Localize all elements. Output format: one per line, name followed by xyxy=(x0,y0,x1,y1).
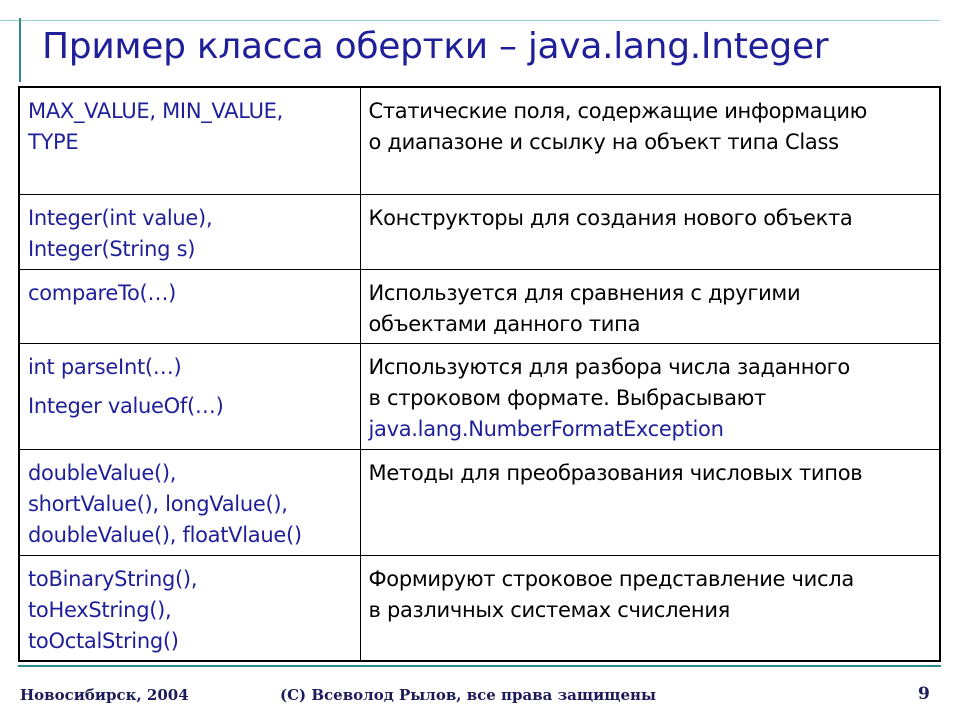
member-name-line: Integer(String s) xyxy=(28,236,196,261)
footer-city-year: Новосибирск, 2004 xyxy=(20,686,189,704)
member-name-line: doubleValue(), floatVlaue() xyxy=(28,522,302,547)
table-row xyxy=(19,555,940,661)
member-name-cell xyxy=(19,269,360,343)
description-line: Формируют строковое представление числа xyxy=(368,566,854,591)
member-name-line: shortValue(), longValue(), xyxy=(28,491,288,516)
exception-class-name: java.lang.NumberFormatException xyxy=(368,416,724,441)
description-line: Методы для преобразования числовых типов xyxy=(368,460,863,485)
member-name-line: MAX_VALUE, MIN_VALUE, xyxy=(28,99,283,123)
description-line: Конструкторы для создания нового объекта xyxy=(368,205,853,230)
member-description-cell xyxy=(360,269,940,343)
member-description-cell xyxy=(360,449,940,555)
slide-title: Пример класса обертки – java.lang.Integer xyxy=(42,26,829,67)
description-line: о диапазоне и ссылку на объект типа Class xyxy=(368,130,839,154)
member-description-cell xyxy=(360,87,940,194)
accent-left-line xyxy=(19,18,21,82)
member-name-line: doubleValue(), xyxy=(28,460,177,485)
table-row xyxy=(19,343,940,449)
member-name-line: Integer(int value), xyxy=(28,205,213,230)
member-name-line: int parseInt(…) xyxy=(28,354,182,379)
member-name-cell xyxy=(19,555,360,661)
member-name-cell xyxy=(19,194,360,269)
line-gap xyxy=(28,383,354,391)
description-line: в различных системах счисления xyxy=(368,597,731,622)
description-line: в строковом формате. Выбрасывают xyxy=(368,385,766,410)
member-name-line: Integer valueOf(…) xyxy=(28,393,224,418)
description-line: Используется для сравнения с другими xyxy=(368,280,801,305)
member-name-line: TYPE xyxy=(28,130,79,154)
member-description-cell xyxy=(360,343,940,449)
description-line: Статические поля, содержащие информацию xyxy=(368,99,868,123)
member-name-line: toHexString(), xyxy=(28,597,172,622)
member-name-cell xyxy=(19,87,360,194)
member-name-line: toBinaryString(), xyxy=(28,566,198,591)
table-row xyxy=(19,87,940,194)
integer-methods-table xyxy=(18,86,941,662)
member-description-cell xyxy=(360,555,940,661)
member-name-cell xyxy=(19,343,360,449)
member-name-line: toOctalString() xyxy=(28,628,179,653)
table-row xyxy=(19,449,940,555)
description-line: объектами данного типа xyxy=(368,311,641,336)
table-row xyxy=(19,269,940,343)
member-description-cell xyxy=(360,194,940,269)
member-name-cell xyxy=(19,449,360,555)
member-name-line: compareTo(…) xyxy=(28,280,177,305)
footer-divider xyxy=(18,665,941,667)
table-row xyxy=(19,194,940,269)
page-number: 9 xyxy=(918,684,930,704)
description-line: Используются для разбора числа заданного xyxy=(368,354,850,379)
accent-top-line xyxy=(0,20,940,21)
footer-copyright: (C) Всеволод Рылов, все права защищены xyxy=(280,686,657,704)
